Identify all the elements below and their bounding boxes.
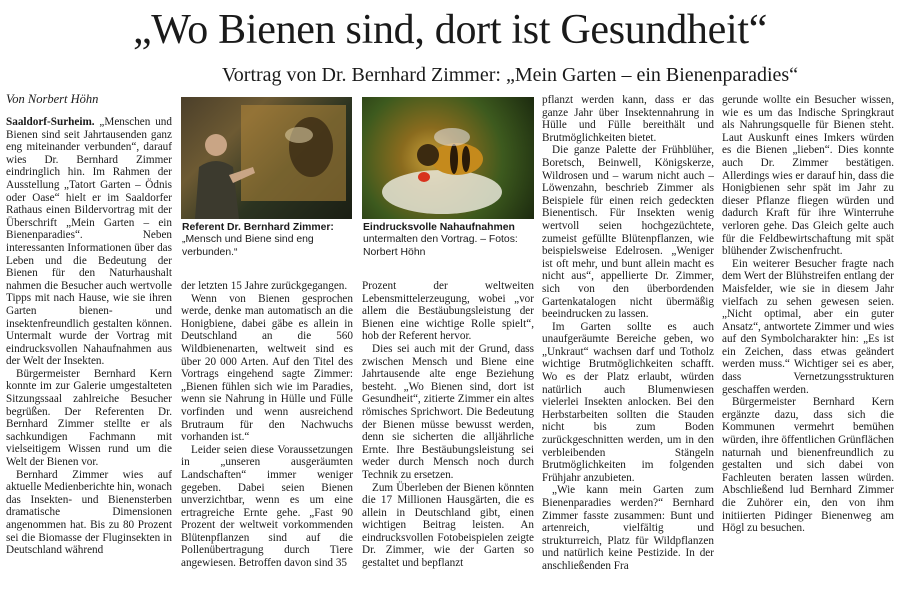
article-headline: „Wo Bienen sind, dort ist Gesundheit“ <box>132 7 768 53</box>
paragraph: „Wie kann mein Garten zum Bienenparadies werden?“ Bernhard Zimmer fasste zusammen: Bunt und artenreich, vielfältig und strukturreich, Platz für Wildpflanzen und natürlich keine Pestizide. In der anschließenden Fra <box>542 484 714 572</box>
article-column-3 <box>362 280 534 603</box>
paragraph: Leider seien diese Voraussetzungen in „unseren ausgeräumten Landschaften“ immer weniger gegeben. Dabei seien Bienen unverzichtbar, wenn es um eine ertragreiche Ernte gehe. „Fast 90 Prozent der weltweit vorkommenden Blütenpflanzen sind auf die Pollenübertragung durch Tiere angewiesen. Betroffen davon sind 35 <box>181 443 353 570</box>
bee-photo-illustration <box>362 97 534 219</box>
paragraph-text: „Menschen und Bienen sind seit Jahrtausenden ganz eng miteinander verbunden“, darauf wies Dr. Bernhard Zimmer eindringlich hin. Im Rahmen der Ausstellung „Tatort Garten – Ödnis oder Oase“ hielt er im Saaldorfer Rathaus einen Bildervortrag mit der Überschrift „Mein Garten – ein Bienenparadies“. Neben interessanten Informationen über das Leben und die Bedeutung der Bienen für den Naturhaushalt nahmen die Besucher auch wertvolle Tipps mit nach Hause, wie sie ihren Garten bienen- und insektenfreundlich gestalten können. Untermalt wurde der Vortrag mit eindrucksvollen Nahaufnahmen aus der Welt der Insekten. <box>6 116 172 368</box>
caption-lead: Referent Dr. Bernhard Zimmer: <box>182 222 334 233</box>
paragraph: Im Garten sollte es auch unaufgeräumte Bereiche geben, wo „Unkraut“ wachsen darf und Totholz wichtige Brutmöglichkeiten schafft. Wo es der Platz erlaubt, würden natürlich auch Blumenwiesen vielerlei Insekten anlocken. Bei den Herbstarbeiten sollten die Stauden nicht bis zum Boden zurückgeschnitten werden, um in den verbleibenden Stängeln Brutmöglichkeiten im folgenden Frühjahr anzubieten. <box>542 320 714 484</box>
article-column-2 <box>181 280 353 603</box>
photo-caption-speaker <box>182 222 354 259</box>
dateline: Saaldorf-Surheim. <box>6 116 95 128</box>
paragraph: Bürgermeister Bernhard Kern ergänzte dazu, dass sich die Kommunen vermehrt bemühen würden, ihre öffentlichen Grünflächen naturnah und bienenfreundlich zu gestalten und sich dabei von Fachleuten beraten lassen würden. Abschließend lud Bernhard Zimmer die Zuhörer ein, den von ihm initiierten Pidinger Bienenweg am Högl zu besuchen. <box>722 396 894 535</box>
paragraph: Bürgermeister Bernhard Kern konnte im zur Galerie umgestalteten Sitzungssaal zahlreiche Besucher begrüßen. Der Referenten Dr. Bernhard Zimmer stellte er als sachkundigen Fachmann mit vielseitigem Wissen rund um die Welt der Bienen vor. <box>6 367 172 469</box>
article-subheadline: Vortrag von Dr. Bernhard Zimmer: „Mein Garten – ein Bienenparadies“ <box>221 64 799 86</box>
byline: Von Norbert Höhn <box>6 92 99 106</box>
caption-lead: Eindrucksvolle Nahaufnahmen <box>363 222 515 233</box>
paragraph: Ein weiterer Besucher fragte nach dem Wert der Blühstreifen entlang der Maisfelder, wie sie in diesem Jahr vielfach zu sehen gewesen seien. „Nicht optimal, aber ein guter Ansatz“, antwortete Zimmer und wies auf den Symbolcharakter hin: „Es ist ein Zeichen, dass etwas geändert werden muss.“ Wichtiger sei es aber, dass Vernetzungsstrukturen geschaffen werden. <box>722 257 894 396</box>
photo-speaker <box>181 97 352 219</box>
paragraph: Die ganze Palette der Frühblüher, Boretsch, Beinwell, Königskerze, Wildrosen und – warum nicht auch – Löwenzahn, beschrieb Zimmer als Beispiele für einen reich gedeckten Bienentisch. Für Insekten wenig wertvoll seien hochgezüchtete, zumeist gefüllte Blütenpflanzen, wie beispielsweise Edelrosen. „Weniger ist oft mehr, und bunt allein macht es nicht aus“, appellierte Dr. Zimmer, sich von den überbordenden Gartenkatalogen nicht übermäßig beeindrucken zu lassen. <box>542 144 714 321</box>
paragraph: Prozent der weltweiten Lebensmittelerzeugung, wobei „vor allem die Bestäubungsleistung der Bienen eine wichtige Rolle spielt“, hob der Referent hervor. <box>362 280 534 343</box>
paragraph: gerunde wollte ein Besucher wissen, wie es um das Indische Springkraut als Nahrungsquelle für Bienen steht. Laut Auskunft eines Imkers würden es die Bienen „lieben“. Dies konnte auch Dr. Zimmer bestätigen. Allerdings wies er darauf hin, dass die Honigbienen sehr spät im Jahr zu dieser Pflanze fliegen würden und dadurch Kraft für ihre Winterruhe verloren gehe. Das Gleich gelte auch für die Feldbewirtschaftung mit spät blühender Zwischenfrucht. <box>722 94 894 258</box>
caption-text: „Mensch und Biene sind eng verbunden.“ <box>182 234 314 258</box>
paragraph: Zum Überleben der Bienen könnten die 17 Millionen Hausgärten, die es allein in Deutschland gibt, einen wichtigen Beitrag leisten. An eindrucksvollen Fotobeispielen zeigte Dr. Zimmer, wie der Garten so gestaltet und bepflanzt <box>362 481 534 570</box>
paragraph: Dies sei auch mit der Grund, dass zwischen Mensch und Biene eine Jahrtausende alte enge Beziehung besteht. „Wo Bienen sind, dort ist Gesundheit“, zitierte Zimmer ein altes römisches Sprichwort. Die Bedeutung der Bienen müsse bewusst werden, denn sie sicherten die alljährliche Ernte. Ihre Bestäubungsleistung sei weder durch Mensch noch durch Technik zu ersetzen. <box>362 342 534 481</box>
article-column-1 <box>6 116 172 603</box>
article-column-5 <box>722 94 894 603</box>
paragraph <box>6 116 172 368</box>
photo-caption-bee <box>363 222 535 259</box>
caption-text: untermalten den Vortrag. – Fotos: Norbert Höhn <box>363 234 518 258</box>
photo-bee <box>362 97 534 219</box>
paragraph: Wenn von Bienen gesprochen werde, denke man automatisch an die Honigbiene, dabei gäbe es allein in Deutschland an die 560 Wildbienenarten, weltweit sind es über 20 000 Arten. Auf den Titel des Vortrags eingehend sagte Zimmer: „Bienen fühlen sich wie im Paradies, wenn sie Nahrung in Hülle und Fülle vorfinden und wenn ausreichend Brutraum für den Nachwuchs vorhanden ist.“ <box>181 292 353 444</box>
paragraph: der letzten 15 Jahre zurückgegangen. <box>181 280 348 292</box>
paragraph: pflanzt werden kann, dass er das ganze Jahr über Insektennahrung in Hülle und Fülle bereithält und Brutmöglichkeiten bietet. <box>542 94 714 144</box>
article-column-4 <box>542 94 714 603</box>
paragraph: Bernhard Zimmer wies auf aktuelle Medienberichte hin, wonach das Insekten- und Bienensterben dramatische Dimensionen angenommen hat. Bis zu 80 Prozent sei die Biomasse der Fluginsekten in Deutschland während <box>6 468 172 557</box>
speaker-photo-illustration <box>181 97 352 219</box>
